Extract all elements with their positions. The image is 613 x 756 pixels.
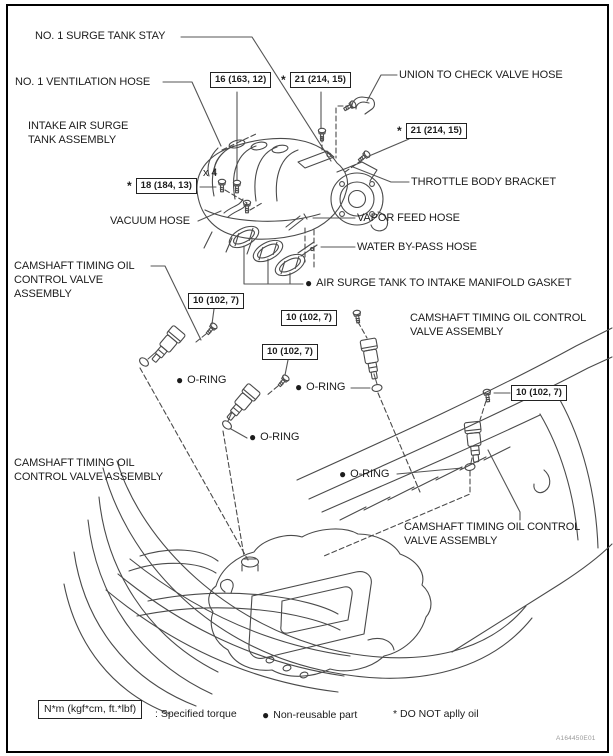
label-no1-ventilation-hose: NO. 1 VENTILATION HOSE: [15, 76, 151, 88]
label-multiplier-x4: x 4: [203, 167, 218, 179]
label-union-to-check-valve-hose: UNION TO CHECK VALVE HOSE: [399, 69, 563, 81]
non-reusable-bullet-icon: ●: [249, 430, 257, 444]
label-vapor-feed-hose: VAPOR FEED HOSE: [357, 212, 460, 224]
torque-spec-oil-valve-1: [188, 293, 244, 309]
legend-non-reusable: [262, 708, 357, 722]
label-oring-2-text: O-RING: [306, 381, 346, 393]
torque-spec-oil-valve-2: [281, 310, 337, 326]
gaskets-drawing: [226, 222, 308, 280]
torque-value-box: 21 (214, 15): [290, 72, 351, 88]
label-camshaft-valve-lower-left-line2: CONTROL VALVE ASSEMBLY: [14, 471, 163, 483]
label-camshaft-valve-lower-right-line2: VALVE ASSEMBLY: [404, 535, 498, 547]
torque-value-box: 10 (102, 7): [511, 385, 567, 401]
label-vacuum-hose: VACUUM HOSE: [110, 215, 190, 227]
torque-value-box: 10 (102, 7): [262, 344, 318, 360]
label-air-surge-tank-gasket: [305, 277, 572, 290]
non-reusable-bullet-icon: ●: [305, 276, 313, 290]
torque-value-box: 21 (214, 15): [406, 123, 467, 139]
label-camshaft-valve-right-line1: CAMSHAFT TIMING OIL CONTROL: [410, 312, 587, 324]
label-oring-1: [176, 374, 226, 387]
legend-specified-torque: : Specified torque: [155, 708, 237, 720]
torque-units-box: N*m (kgf*cm, ft.*lbf): [38, 700, 142, 719]
label-throttle-body-bracket: THROTTLE BODY BRACKET: [411, 176, 556, 188]
label-intake-air-surge-tank-line1: INTAKE AIR SURGE: [28, 120, 129, 132]
label-camshaft-valve-left-line1: CAMSHAFT TIMING OIL: [14, 260, 135, 272]
no-oil-asterisk-icon: *: [393, 708, 398, 720]
label-oring-3-text: O-RING: [260, 431, 300, 443]
label-camshaft-valve-lower-right-line1: CAMSHAFT TIMING OIL CONTROL: [404, 521, 581, 533]
non-reusable-bullet-icon: ●: [339, 467, 347, 481]
torque-spec-stay-top: [281, 72, 351, 88]
intake-surge-tank-drawing: [197, 138, 348, 254]
figure-code: A164450E01: [556, 735, 596, 742]
non-reusable-bullet-icon: ●: [262, 708, 270, 722]
no-oil-asterisk-icon: *: [281, 73, 286, 87]
torque-spec-bracket: [397, 123, 467, 139]
label-camshaft-valve-left-line3: ASSEMBLY: [14, 288, 72, 300]
label-oring-2: [295, 381, 345, 394]
label-air-surge-tank-gasket-text: AIR SURGE TANK TO INTAKE MANIFOLD GASKET: [316, 277, 572, 289]
legend-do-not-apply-oil: [393, 708, 479, 720]
legend-non-reusable-text: Non-reusable part: [273, 709, 358, 721]
non-reusable-bullet-icon: ●: [176, 373, 184, 387]
no-oil-asterisk-icon: *: [397, 124, 402, 138]
legend-torque-units: [38, 703, 142, 715]
no-oil-asterisk-icon: *: [127, 179, 132, 193]
torque-value-box: 16 (163, 12): [210, 72, 271, 88]
label-oring-4-text: O-RING: [350, 468, 390, 480]
torque-spec-manifold: [127, 178, 197, 194]
torque-spec-ventilation: [210, 72, 271, 88]
label-oring-4: [339, 468, 389, 481]
label-camshaft-valve-right-line2: VALVE ASSEMBLY: [410, 326, 504, 338]
torque-value-box: 18 (184, 13): [136, 178, 197, 194]
non-reusable-bullet-icon: ●: [295, 380, 303, 394]
label-water-by-pass-hose: WATER BY-PASS HOSE: [357, 241, 477, 253]
label-camshaft-valve-lower-left-line1: CAMSHAFT TIMING OIL: [14, 457, 135, 469]
legend-do-not-apply-oil-text: DO NOT aplly oil: [400, 708, 479, 720]
torque-spec-oil-valve-4: [511, 385, 567, 401]
label-no1-surge-tank-stay: NO. 1 SURGE TANK STAY: [35, 30, 166, 42]
engine-drawing: [209, 529, 431, 679]
label-camshaft-valve-left-line2: CONTROL VALVE: [14, 274, 103, 286]
label-oring-3: [249, 431, 299, 444]
torque-value-box: 10 (102, 7): [281, 310, 337, 326]
label-intake-air-surge-tank-line2: TANK ASSEMBLY: [28, 134, 117, 146]
torque-value-box: 10 (102, 7): [188, 293, 244, 309]
hose-parts-drawing: [224, 97, 374, 256]
torque-spec-oil-valve-3: [262, 344, 318, 360]
label-oring-1-text: O-RING: [187, 374, 227, 386]
